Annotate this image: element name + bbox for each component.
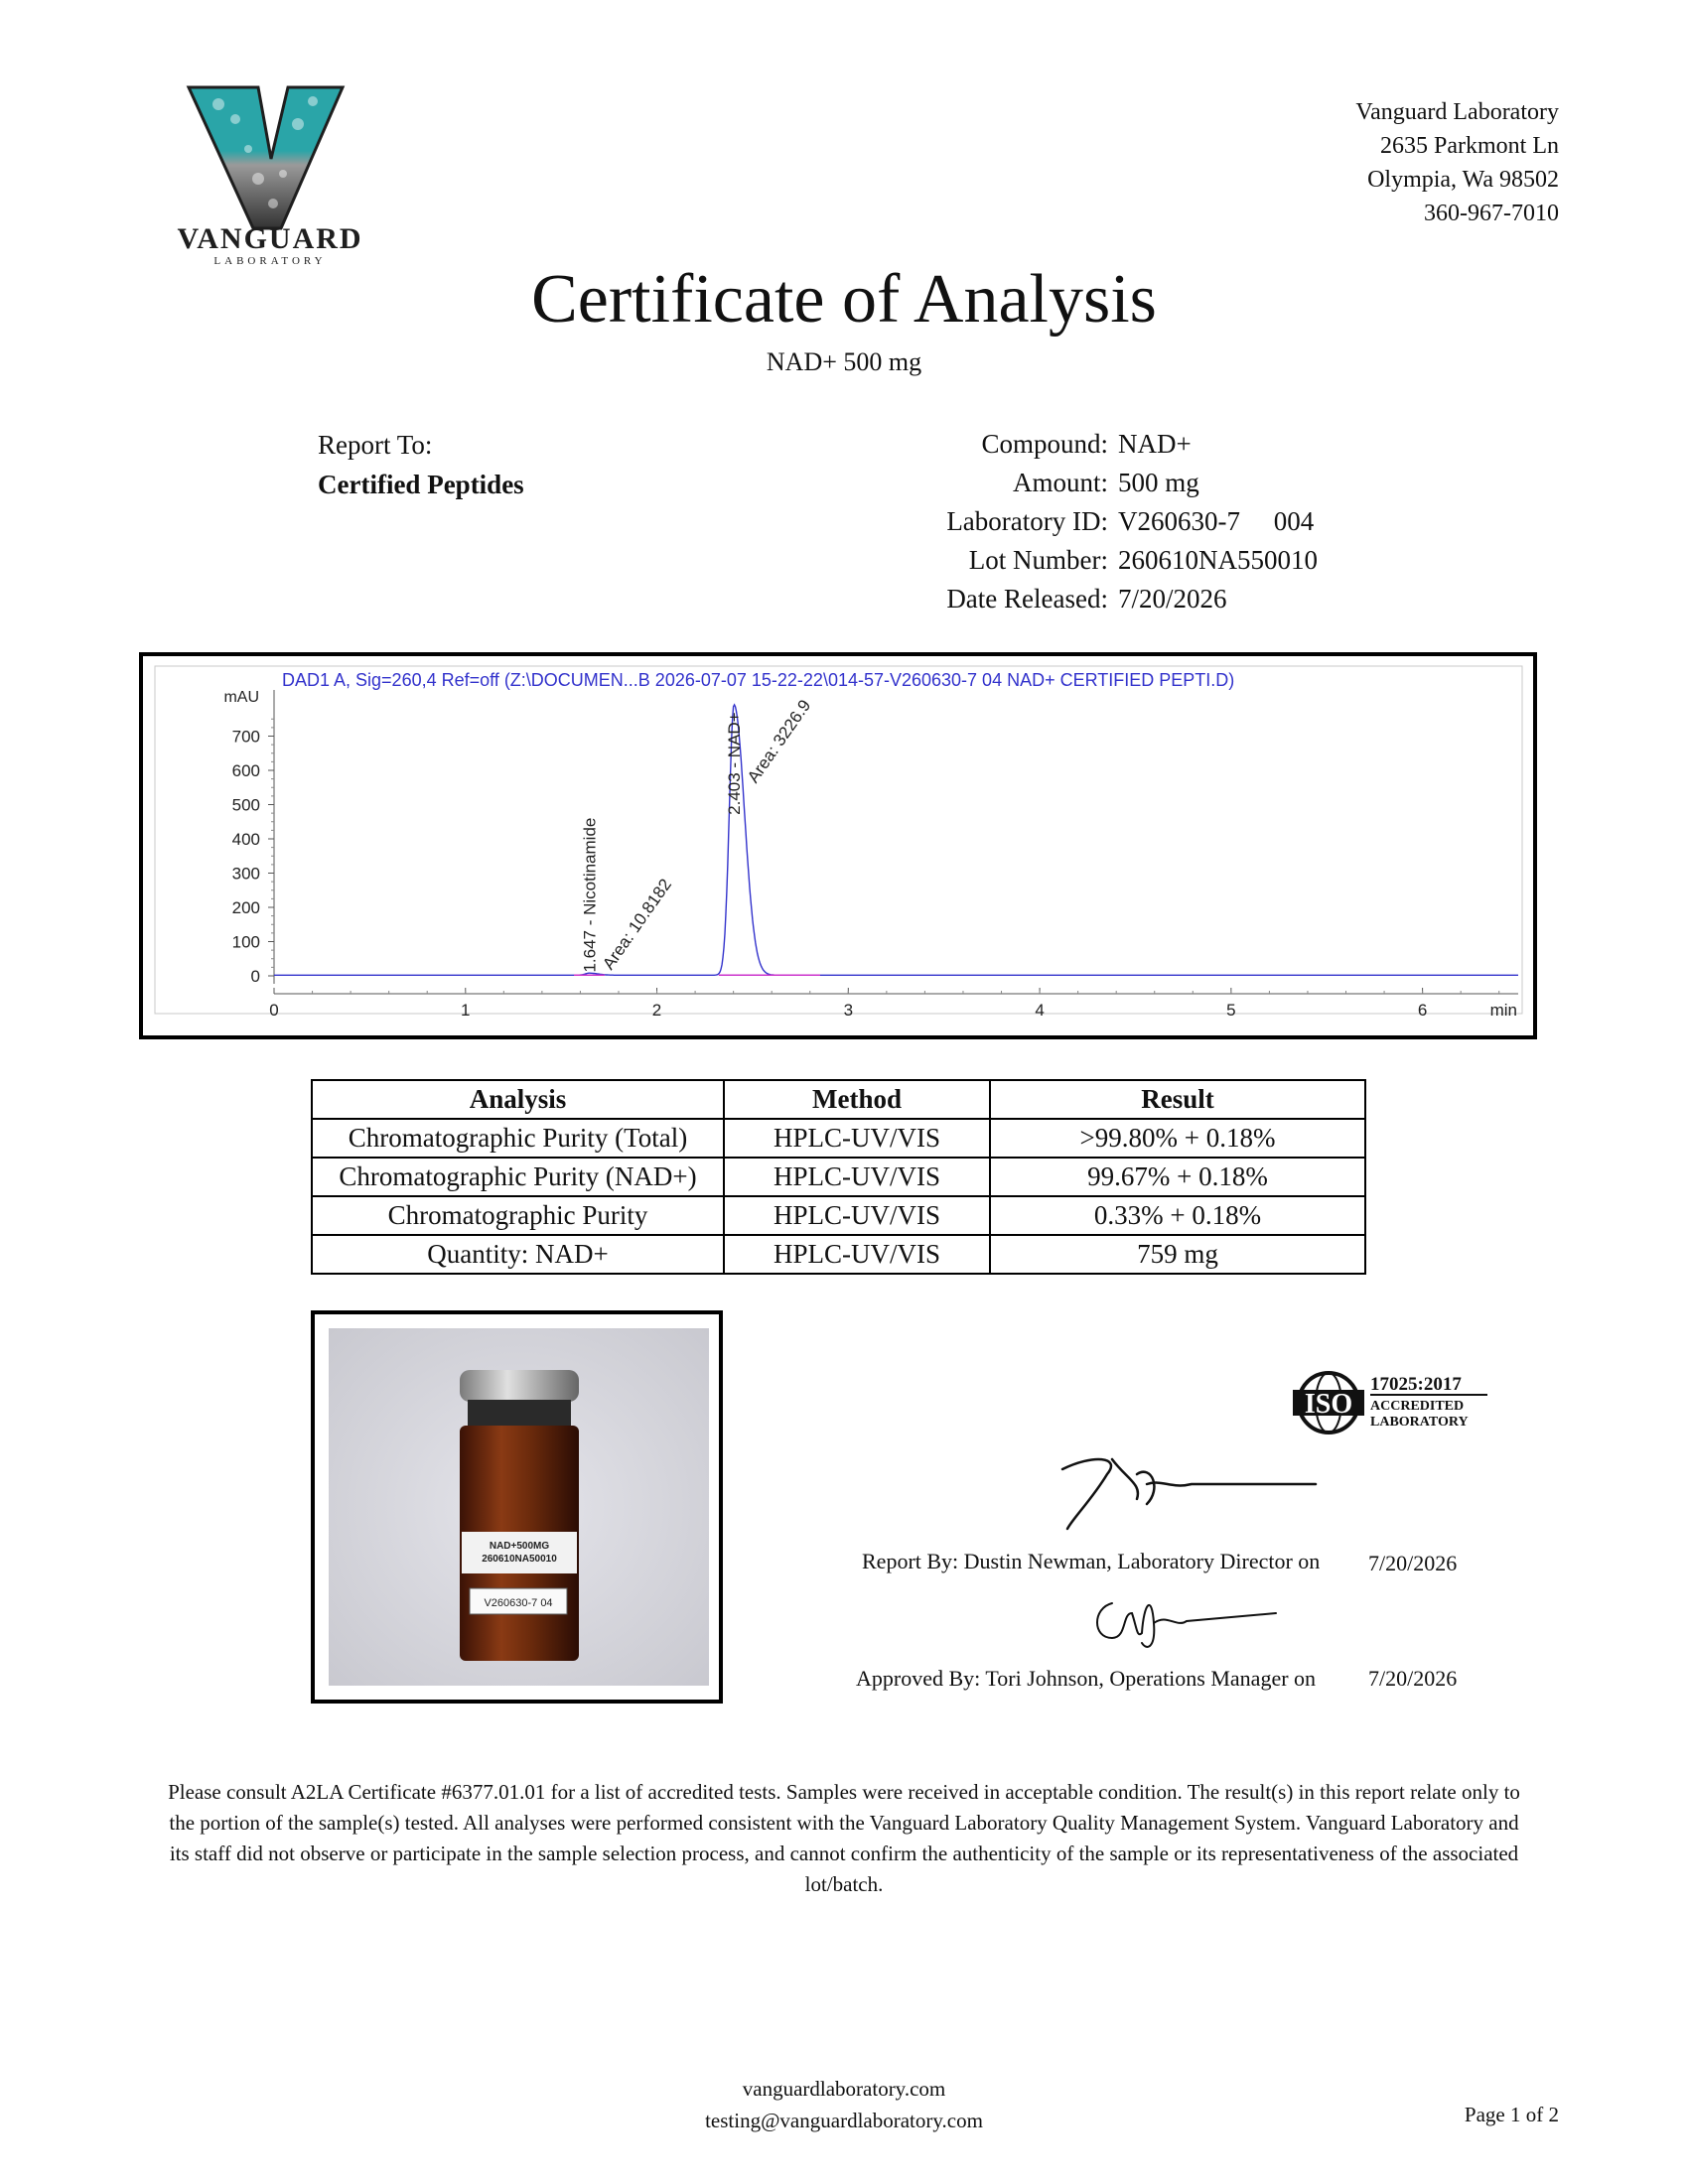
chromatogram [143,656,1533,1035]
cell-analysis: Chromatographic Purity (Total) [312,1119,724,1158]
header-method: Method [724,1080,990,1119]
document-subtitle: NAD+ 500 mg [766,347,922,376]
info-row [596,580,1318,618]
logo-wordmark: VANGUARD [177,222,363,255]
cell-result: 99.67% + 0.18% [990,1158,1365,1196]
info-row [596,541,1318,580]
approved-by-date: 7/20/2026 [1368,1666,1458,1691]
header-result: Result [990,1080,1365,1119]
lab-city: Olympia, Wa 98502 [1367,167,1559,193]
results-header-row [312,1080,1365,1119]
info-value: 7/20/2026 [1118,584,1227,614]
iso-accredited: ACCREDITED [1370,1399,1465,1414]
client-name: Certified Peptides [318,470,524,499]
info-value: 500 mg [1118,468,1199,497]
table-row [312,1158,1365,1196]
cell-result: 0.33% + 0.18% [990,1196,1365,1235]
footer [0,2073,1688,2136]
y-tick-label: 600 [231,761,260,780]
info-value: 260610NA550010 [1118,545,1318,575]
y-tick-label: 500 [231,795,260,815]
manager-signature [1082,1583,1281,1653]
iso-standard: 17025:2017 [1370,1374,1462,1395]
y-tick-label: 100 [231,932,260,952]
x-tick-label: 5 [1226,1001,1236,1020]
peak-area-label: Area: 3226.9 [743,696,815,787]
info-label: Date Released: [946,584,1108,614]
logo-subtitle: LABORATORY [213,255,327,267]
document-title: Certificate of Analysis [531,261,1157,338]
x-tick-label: 2 [651,1001,662,1020]
header-analysis: Analysis [312,1080,724,1119]
info-row [596,502,1318,541]
signal-trace [274,705,1518,975]
table-row [312,1196,1365,1235]
chromatogram-frame [139,652,1537,1039]
vial-photo-frame [311,1310,723,1704]
lab-phone: 360-967-7010 [1424,201,1559,226]
cell-method: HPLC-UV/VIS [724,1196,990,1235]
vial-label-line1: NAD+500MG [489,1541,550,1552]
vial-label-line2: 260610NA50010 [482,1554,557,1565]
sample-info [596,425,1318,618]
report-to-label: Report To: [318,430,433,460]
cell-analysis: Chromatographic Purity [312,1196,724,1235]
x-tick-label: 4 [1035,1001,1045,1020]
peak-label: 1.647 - Nicotinamide [580,817,600,973]
x-axis-label: min [1489,1001,1517,1020]
report-by-date: 7/20/2026 [1368,1551,1458,1575]
info-value: V260630-7 004 [1118,506,1315,536]
director-signature [1053,1444,1321,1534]
y-tick-label: 700 [231,727,260,747]
report-to [318,425,524,504]
vanguard-logo [164,79,377,268]
lab-address [1355,95,1559,230]
y-axis-label: mAU [223,689,259,706]
iso-text: ISO [1304,1389,1353,1420]
disclaimer: Please consult A2LA Certificate #6377.01.01 for a list of accredited tests. Samples were received in acceptable condition. The result(s) in this report relate only to the portion of the sample(s) tested. All analyses were performed consistent with the Vanguard Laboratory Quality Management System. Vanguard Laboratory and its staff did not observe or participate in the sample selection process, and cannot confirm the authenticity of the sample or its representativeness of the associated lot/batch. [168,1780,1520,1896]
y-tick-label: 400 [231,830,260,849]
iso-accreditation-badge [1291,1368,1489,1437]
info-label: Compound: [981,429,1108,459]
x-tick-label: 1 [461,1001,471,1020]
y-tick-label: 300 [231,864,260,884]
report-by-text: Report By: Dustin Newman, Laboratory Director on [862,1549,1321,1573]
cell-analysis: Chromatographic Purity (NAD+) [312,1158,724,1196]
peak-area-label: Area: 10.8182 [599,875,676,974]
page-number: Page 1 of 2 [1464,2103,1559,2126]
info-label: Laboratory ID: [946,506,1108,536]
iso-laboratory: LABORATORY [1370,1415,1469,1430]
peak-label: 2.403 - NAD+ [725,712,745,815]
x-tick-label: 6 [1417,1001,1428,1020]
footer-email: testing@vanguardlaboratory.com [705,2109,983,2132]
results-table [311,1079,1366,1275]
cell-analysis: Quantity: NAD+ [312,1235,724,1274]
y-tick-label: 200 [231,898,260,917]
info-label: Lot Number: [968,545,1108,575]
cell-result: >99.80% + 0.18% [990,1119,1365,1158]
x-tick-label: 0 [269,1001,279,1020]
cell-result: 759 mg [990,1235,1365,1274]
approved-by-text: Approved By: Tori Johnson, Operations Manager on [856,1666,1317,1691]
info-label: Amount: [1012,468,1108,497]
x-tick-label: 3 [843,1001,854,1020]
table-row [312,1119,1365,1158]
info-row [596,464,1318,502]
info-value: NAD+ [1118,429,1192,459]
table-row [312,1235,1365,1274]
vial-sticker: V260630-7 04 [484,1597,553,1609]
cell-method: HPLC-UV/VIS [724,1158,990,1196]
info-row [596,425,1318,464]
cell-method: HPLC-UV/VIS [724,1119,990,1158]
lab-name: Vanguard Laboratory [1355,99,1559,125]
vial-photo [329,1328,709,1686]
chart-border [155,666,1522,1014]
chart-title: DAD1 A, Sig=260,4 Ref=off (Z:\DOCUMEN...B 2026-07-07 15-22-22\014-57-V260630-7 04 NAD+ CERTIFIED PEPTI.D) [282,670,1235,690]
footer-website: vanguardlaboratory.com [742,2077,946,2101]
cell-method: HPLC-UV/VIS [724,1235,990,1274]
lab-street: 2635 Parkmont Ln [1380,133,1559,159]
y-tick-label: 0 [250,967,260,986]
